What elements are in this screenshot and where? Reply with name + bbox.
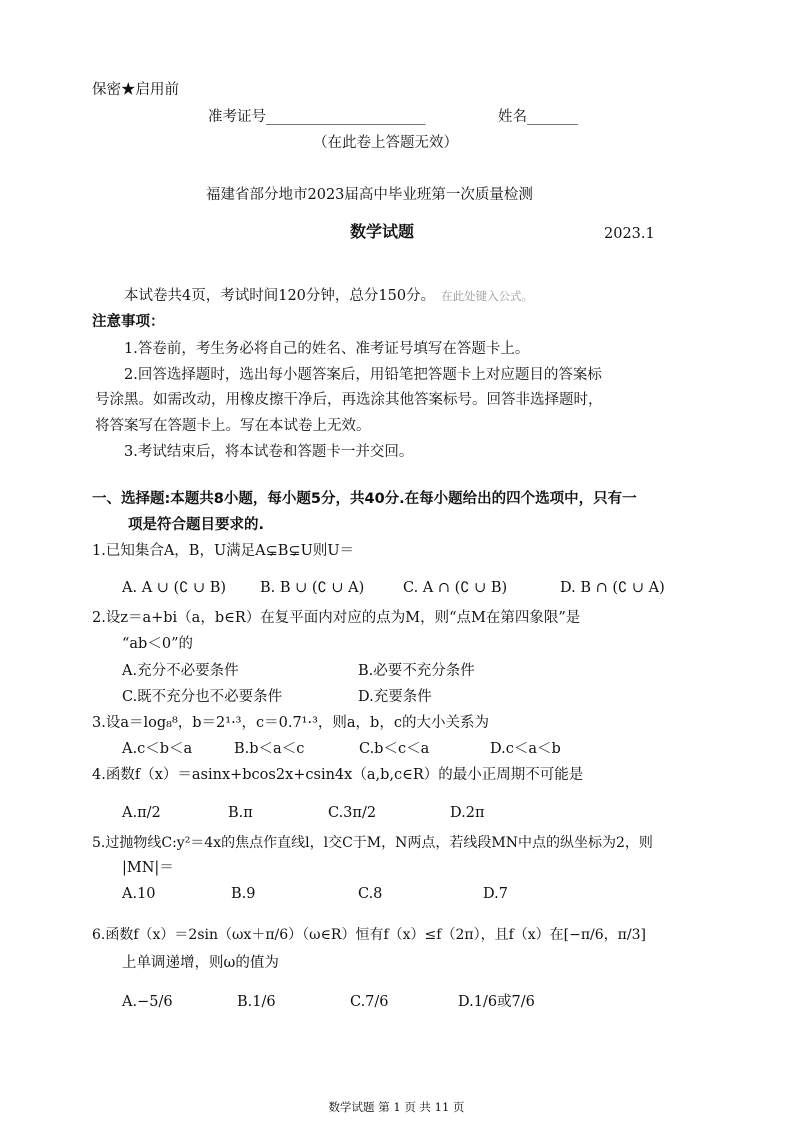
exam-id-row bbox=[208, 107, 426, 127]
subject-title: 数学试题 bbox=[350, 222, 415, 241]
secret-mark: 保密★启用前 bbox=[92, 82, 179, 98]
notes-heading: 注意事项： bbox=[92, 314, 165, 330]
q4-option-a: A.π/2 bbox=[122, 805, 161, 821]
q2-stem-cont: “ab＜0”的 bbox=[122, 636, 193, 652]
q3-option-d: D.c＜a＜b bbox=[490, 741, 561, 757]
q2-option-d: D.充要条件 bbox=[358, 689, 432, 705]
q3-option-c: C.b＜c＜a bbox=[359, 741, 430, 757]
q4-option-b: B.π bbox=[228, 805, 253, 821]
page-footer: 数学试题 第 1 页 共 11 页 bbox=[328, 1100, 465, 1114]
name-label: 姓名 bbox=[498, 109, 527, 125]
name-blank: _______ bbox=[527, 109, 578, 125]
q6-stem: 6.函数f（x）＝2sin（ωx＋π/6）（ω∈R）恒有f（x）≤f（2π），且f（x）在[−π/6，π/3] bbox=[92, 927, 646, 943]
q2-stem: 2.设z＝a+bi（a，b∈R）在复平面内对应的点为M，则“点M在第四象限”是 bbox=[92, 610, 581, 626]
note-item: 1.答卷前，考生务必将自己的姓名、准考证号填写在答题卡上。 bbox=[124, 341, 530, 357]
q2-option-b: B.必要不充分条件 bbox=[358, 663, 475, 679]
q3-stem: 3.设a＝log₈⁸，b＝2¹·³，c＝0.7¹·³，则a，b，c的大小关系为 bbox=[92, 715, 489, 731]
formula-placeholder: 在此处键入公式。 bbox=[441, 289, 534, 303]
q1-option-b: B. B ∪ (∁ ∪ A) bbox=[260, 580, 365, 596]
q1-option-d: D. B ∩ (∁ ∪ A) bbox=[560, 580, 665, 596]
q6-option-b: B.1/6 bbox=[237, 994, 276, 1010]
q5-stem: 5.过抛物线C:y²＝4x的焦点作直线l，l交C于M，N两点，若线段MN中点的纵坐标为2，则 bbox=[92, 835, 653, 851]
q6-option-a: A.−5/6 bbox=[122, 994, 173, 1010]
q1-stem: 1.已知集合A，B，U满足A⊊B⊊U则U＝ bbox=[92, 543, 355, 559]
q4-option-c: C.3π/2 bbox=[328, 805, 377, 821]
section-title-cont: 项是符合题目要求的. bbox=[128, 517, 265, 533]
q5-stem-cont: |MN|＝ bbox=[122, 860, 174, 876]
exam-date: 2023.1 bbox=[604, 226, 655, 242]
q1-option-c: C. A ∩ (∁ ∪ B) bbox=[403, 580, 508, 596]
q3-option-a: A.c＜b＜a bbox=[122, 741, 193, 757]
q3-option-b: B.b＜a＜c bbox=[234, 741, 305, 757]
note-item: 2.回答选择题时，选出每小题答案后，用铅笔把答题卡上对应题目的答案标 bbox=[124, 367, 602, 383]
q6-option-c: C.7/6 bbox=[350, 994, 389, 1010]
note-item: 号涂黑。如需改动，用橡皮擦干净后，再选涂其他答案标号。回答非选择题时， bbox=[95, 392, 603, 408]
q4-option-d: D.2π bbox=[450, 805, 485, 821]
intro-text: 本试卷共4页，考试时间120分钟，总分150分。 bbox=[124, 288, 436, 304]
invalid-note: （在此卷上答题无效） bbox=[313, 135, 458, 151]
section-title: 一、选择题:本题共8小题，每小题5分，共40分.在每小题给出的四个选项中，只有一 bbox=[92, 491, 637, 507]
q4-stem: 4.函数f（x）＝asinx+bcos2x+csin4x（a,b,c∈R）的最小正周期不可能是 bbox=[92, 767, 584, 783]
q5-option-a: A.10 bbox=[122, 886, 156, 902]
note-item: 3.考试结束后，将本试卷和答题卡一并交回。 bbox=[124, 444, 414, 460]
q5-option-d: D.7 bbox=[483, 886, 508, 902]
exam-title: 福建省部分地市2023届高中毕业班第一次质量检测 bbox=[206, 187, 533, 203]
exam-id-blank: ______________________ bbox=[266, 109, 426, 125]
q5-option-c: C.8 bbox=[358, 886, 383, 902]
name-row bbox=[498, 107, 578, 127]
q6-stem-cont: 上单调递增，则ω的值为 bbox=[122, 955, 279, 971]
note-item: 将答案写在答题卡上。写在本试卷上无效。 bbox=[95, 418, 371, 434]
q6-option-d: D.1/6或7/6 bbox=[458, 994, 535, 1010]
q2-option-c: C.既不充分也不必要条件 bbox=[122, 689, 283, 705]
q5-option-b: B.9 bbox=[231, 886, 256, 902]
intro-line bbox=[124, 286, 533, 306]
q1-option-a: A. A ∪ (∁ ∪ B) bbox=[122, 580, 227, 596]
exam-id-label: 准考证号 bbox=[208, 109, 266, 125]
q2-option-a: A.充分不必要条件 bbox=[122, 663, 239, 679]
